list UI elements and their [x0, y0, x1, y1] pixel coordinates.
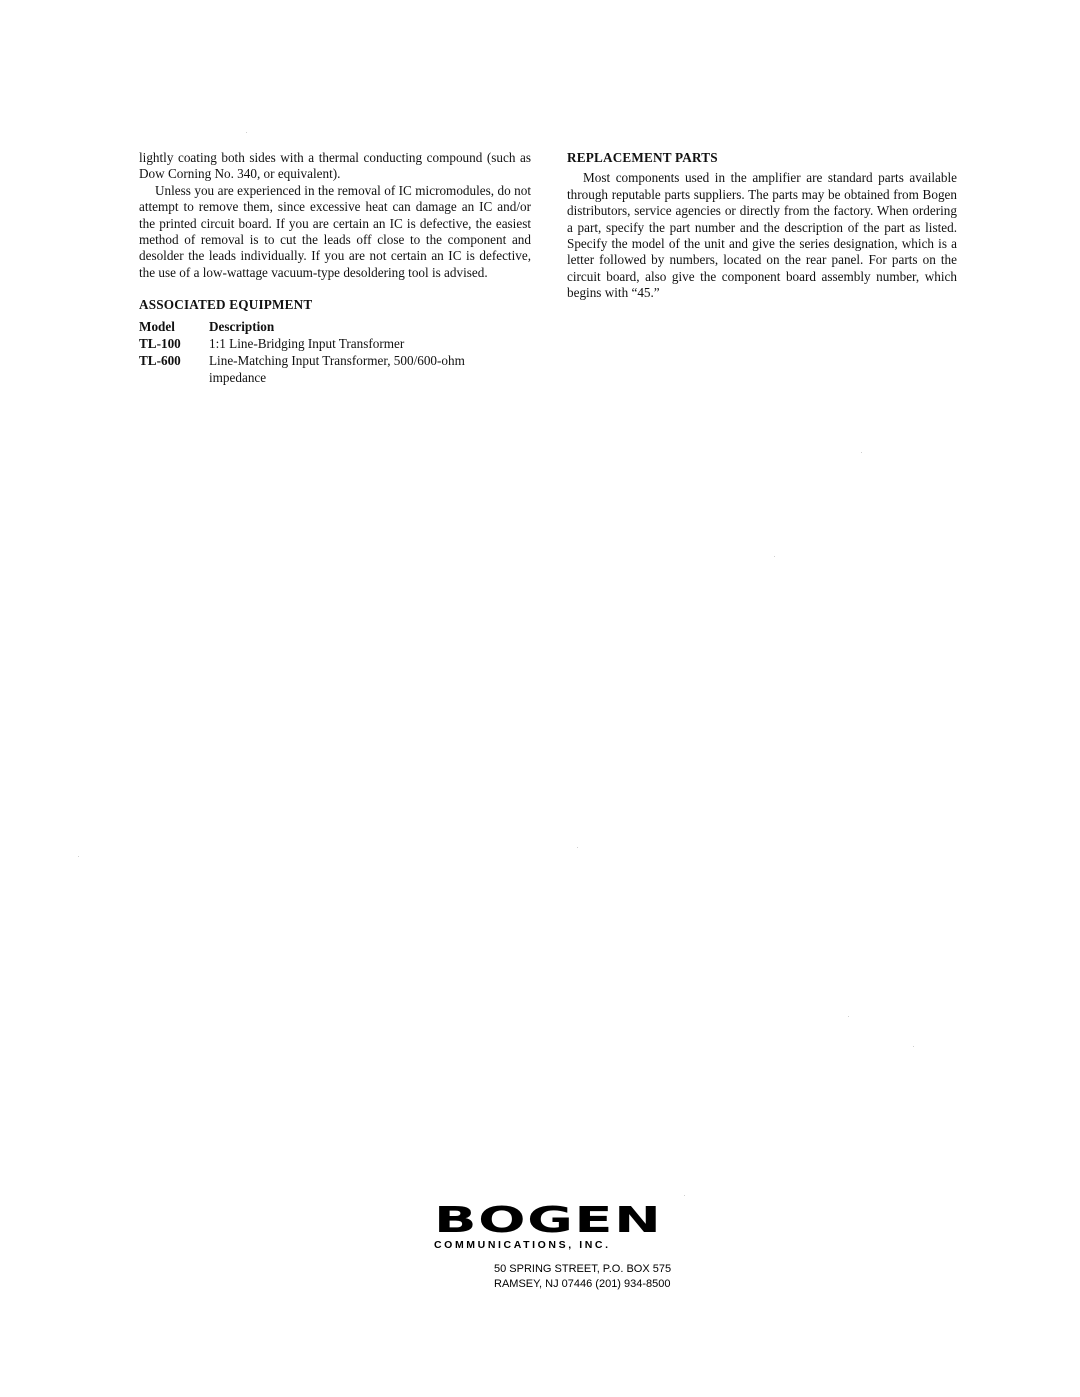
scan-speck [913, 1046, 914, 1047]
body-paragraph: lightly coating both sides with a thermal conducting compound (such as Dow Corning No. 340, or equivalent). [139, 150, 531, 182]
scan-speck [78, 856, 79, 857]
table-row [139, 352, 509, 386]
section-heading-associated-equipment: ASSOCIATED EQUIPMENT [139, 297, 313, 313]
description-cell: Line-Matching Input Transformer, 500/600-ohm impedance [209, 352, 465, 385]
body-paragraph: Most components used in the amplifier are standard parts available through reputable parts suppliers. The parts may be obtained from Bogen distributors, service agencies or directly from the factory. When ordering a part, specify the part number and the description of the part as listed. Specify the model of the unit and give the series designation, which is a letter followed by numbers, located on the rear panel. For parts on the circuit board, also give the component board assembly number, which begins with “45.” [567, 170, 957, 301]
logo-subtitle: COMMUNICATIONS, INC. [434, 1239, 611, 1251]
model-cell: TL-600 [139, 352, 181, 368]
address-line: RAMSEY, NJ 07446 (201) 934-8500 [494, 1278, 671, 1290]
column-header-model: Model [139, 318, 175, 334]
model-cell: TL-100 [139, 335, 181, 351]
scan-speck [774, 556, 775, 557]
company-address [494, 1262, 671, 1292]
table-header-row [139, 318, 509, 335]
body-paragraph: Unless you are experienced in the removal of IC micromodules, do not attempt to remove them, since excessive heat can damage an IC and/or the printed circuit board. If you are certain an IC is defective, the easiest method of removal is to cut the leads off close to the component and desolder the leads individually. If you are not certain an IC is defective, the use of a low-wattage vacuum-type desoldering tool is advised. [139, 182, 531, 280]
logo-wordmark: BOGEN [434, 1200, 663, 1241]
column-header-description: Description [209, 318, 275, 334]
section-heading-replacement-parts: REPLACEMENT PARTS [567, 150, 718, 165]
description-cell: 1:1 Line-Bridging Input Transformer [209, 335, 405, 351]
scan-speck [861, 452, 862, 453]
right-column [567, 150, 957, 302]
scan-speck [684, 1195, 685, 1196]
equipment-table [139, 318, 509, 386]
left-column [139, 150, 531, 386]
company-logo [434, 1200, 664, 1251]
address-line: 50 SPRING STREET, P.O. BOX 575 [494, 1263, 672, 1275]
table-row [139, 335, 509, 352]
scan-speck [577, 847, 578, 848]
scan-speck [246, 132, 247, 133]
scan-speck [848, 1016, 849, 1017]
